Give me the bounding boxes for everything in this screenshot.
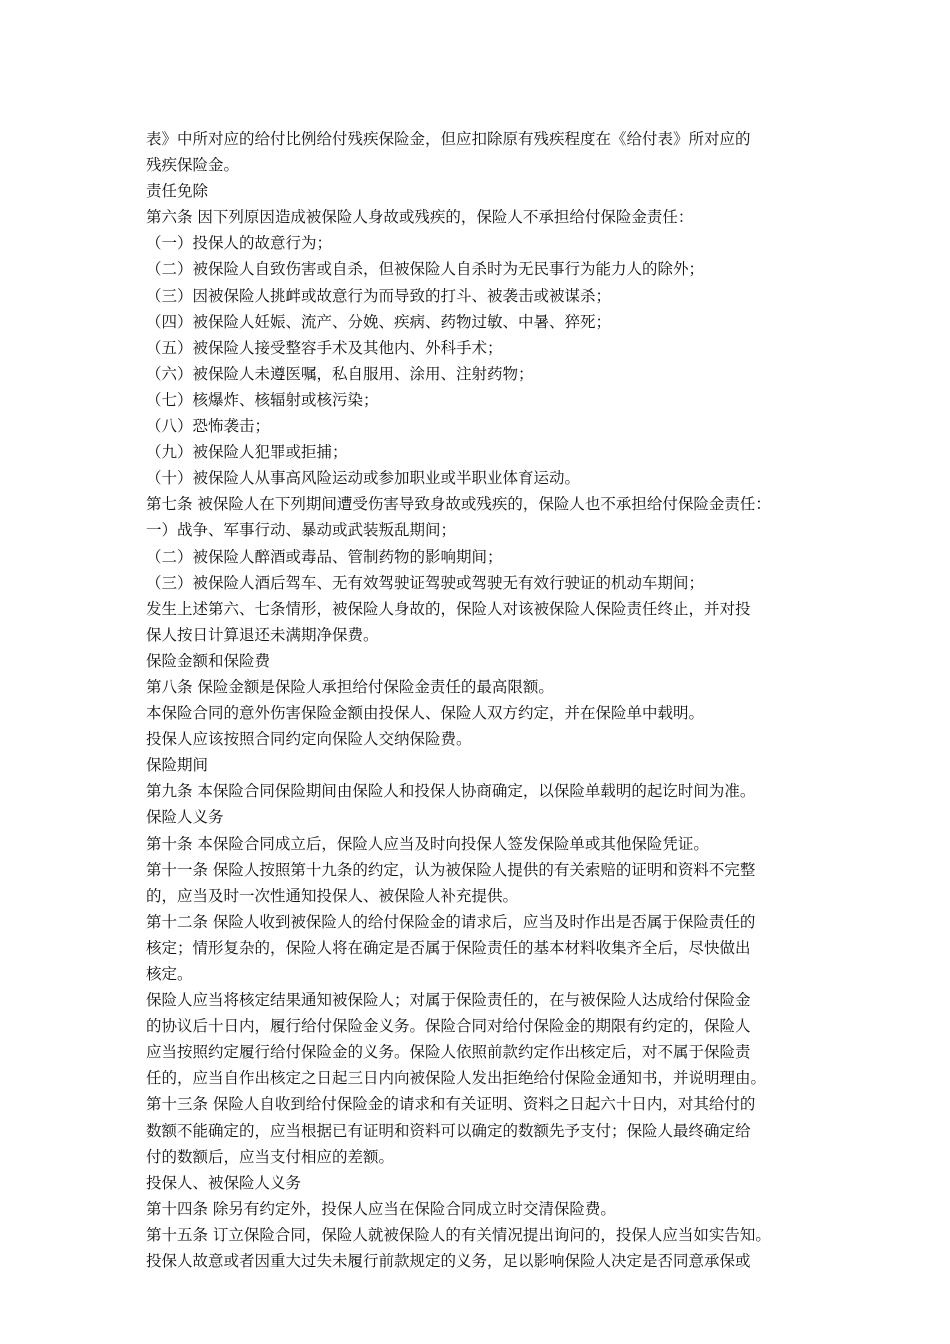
text-line: （二）被保险人醉酒或毒品、管制药物的影响期间； [146,547,503,566]
text-line: 第九条 本保险合同保险期间由保险人和投保人协商确定，以保险单载明的起讫时间为准。 [146,782,756,801]
text-line: 保险人应当将核定结果通知被保险人；对属于保险责任的，在与被保险人达成给付保险金 [146,991,751,1010]
text-line: 第十一条 保险人按照第十九条的约定，认为被保险人提供的有关索赔的证明和资料不完整 [146,860,756,879]
text-line: 应当按照约定履行给付保险金的义务。保险人依照前款约定作出核定后，对不属于保险责 [146,1043,751,1062]
text-line: 第十三条 保险人自收到给付保险金的请求和有关证明、资料之日起六十日内，对其给付的 [146,1095,756,1114]
text-line: 第七条 被保险人在下列期间遭受伤害导致身故或残疾的，保险人也不承担给付保险金责任： [146,495,771,514]
text-line: 发生上述第六、七条情形，被保险人身故的，保险人对该被保险人保险责任终止，并对投 [146,599,751,618]
text-line: 保人按日计算退还未满期净保费。 [146,625,379,644]
text-line: 保险期间 [146,756,209,775]
text-line: （二）被保险人自致伤害或自杀，但被保险人自杀时为无民事行为能力人的除外； [146,260,705,279]
text-line: 任的，应当自作出核定之日起三日内向被保险人发出拒绝给付保险金通知书，并说明理由。 [146,1069,767,1088]
text-line: （三）因被保险人挑衅或故意行为而导致的打斗、被袭击或被谋杀； [146,286,612,305]
text-line: 核定。 [146,965,193,983]
text-line: 本保险合同的意外伤害保险金额由投保人、保险人双方约定，并在保险单中载明。 [146,704,705,723]
text-line: 责任免除 [146,182,209,201]
text-line: 第六条 因下列原因造成被保险人身故或残疾的，保险人不承担给付保险金责任： [146,208,694,227]
text-line: 数额不能确定的，应当根据已有证明和资料可以确定的数额先予支付；保险人最终确定给 [146,1121,751,1140]
text-line: 付的数额后，应当支付相应的差额。 [146,1147,395,1166]
text-line: 第十二条 保险人收到被保险人的给付保险金的请求后，应当及时作出是否属于保险责任的 [146,912,756,931]
text-line: （十）被保险人从事高风险运动或参加职业或半职业体育运动。 [146,469,581,488]
text-line: 残疾保险金。 [146,156,240,175]
text-line: 第十五条 订立保险合同，保险人就被保险人的有关情况提出询问的，投保人应当如实告知。 [146,1225,771,1244]
text-line: 的协议后十日内，履行给付保险金义务。保险合同对给付保险金的期限有约定的，保险人 [146,1017,751,1036]
text-line: （六）被保险人未遵医嘱，私自服用、涂用、注射药物； [146,364,534,383]
text-line: （五）被保险人接受整容手术及其他内、外科手术； [146,338,503,357]
text-line: 保险金额和保险费 [146,651,271,670]
text-line: 的，应当及时一次性通知投保人、被保险人补充提供。 [146,886,519,905]
document-body [146,126,826,1274]
text-line: （一）投保人的故意行为； [146,234,333,253]
text-line: 投保人故意或者因重大过失未履行前款规定的义务，足以影响保险人决定是否同意承保或 [146,1252,751,1271]
text-line: 第十条 本保险合同成立后，保险人应当及时向投保人签发保险单或其他保险凭证。 [146,834,709,853]
text-line: 一）战争、军事行动、暴动或武装叛乱期间； [146,521,457,540]
text-line: （四）被保险人妊娠、流产、分娩、疾病、药物过敏、中暑、猝死； [146,312,612,331]
text-line: 第八条 保险金额是保险人承担给付保险金责任的最高限额。 [146,677,554,696]
text-line: （七）核爆炸、核辐射或核污染； [146,390,379,409]
text-line: 投保人应该按照合同约定向保险人交纳保险费。 [146,730,472,749]
text-line: 表》中所对应的给付比例给付残疾保险金，但应扣除原有残疾程度在《给付表》所对应的 [146,130,751,148]
text-line: 核定；情形复杂的，保险人将在确定是否属于保险责任的基本材料收集齐全后，尽快做出 [146,938,751,957]
text-line: 保险人义务 [146,808,224,827]
text-line: （三）被保险人酒后驾车、无有效驾驶证驾驶或驾驶无有效行驶证的机动车期间； [146,573,705,592]
text-line: （九）被保险人犯罪或拒捕； [146,443,348,462]
text-line: （八）恐怖袭击； [146,417,271,436]
text-line: 投保人、被保险人义务 [146,1173,302,1192]
text-line: 第十四条 除另有约定外，投保人应当在保险合同成立时交清保险费。 [146,1199,616,1218]
